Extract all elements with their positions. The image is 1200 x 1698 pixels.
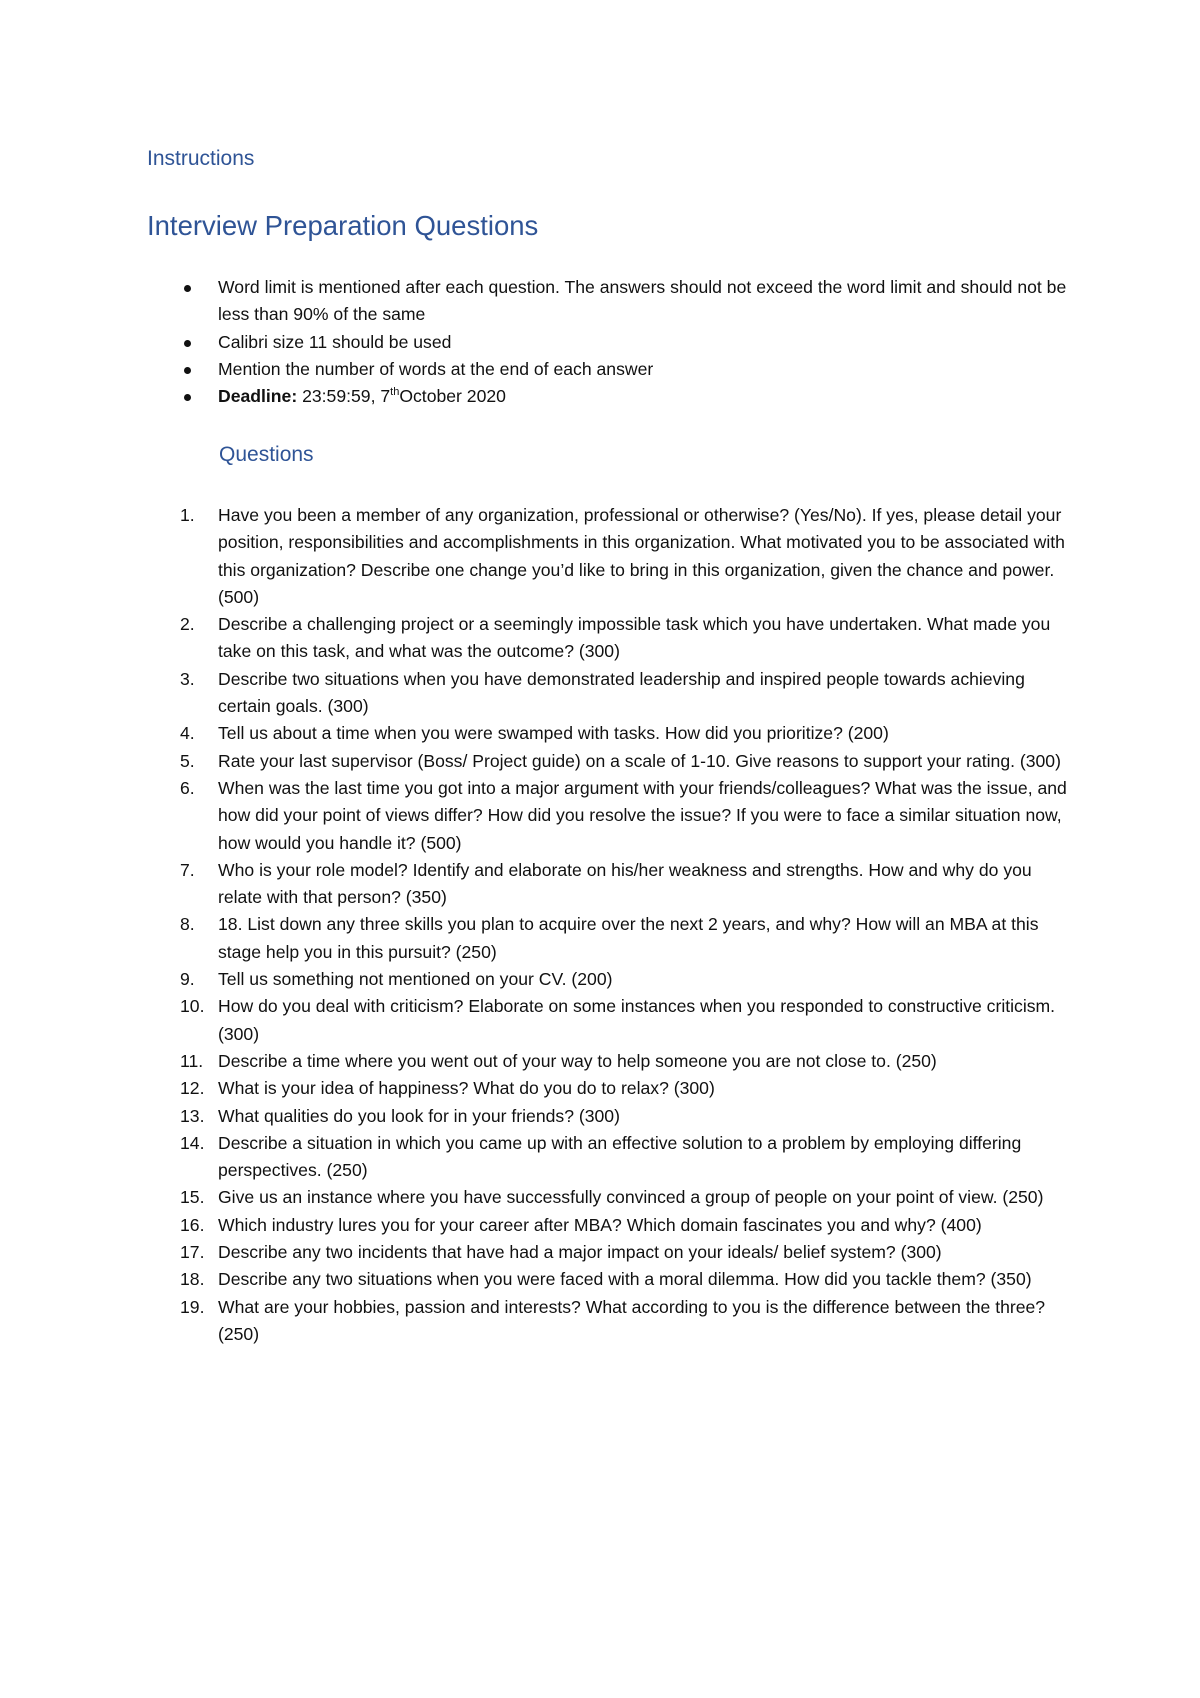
instruction-text: Calibri size 11 should be used — [218, 331, 452, 352]
deadline-superscript: th — [390, 386, 400, 399]
question-item — [147, 857, 1067, 912]
question-number: 18. — [180, 1269, 205, 1290]
question-item — [147, 911, 1067, 966]
questions-list — [147, 502, 1067, 1348]
question-text: 18. List down any three skills you plan to acquire over the next 2 years, and why? How will an MBA at this stage help you in this pursuit? (250) — [218, 914, 1039, 962]
question-text: Have you been a member of any organization, professional or otherwise? (Yes/No). If yes, please detail your position, responsibilities and accomplishments in this organization. What motivated you to be associated with this organization? Describe one change you’d like to bring in this organization, given the chance and power. (500) — [218, 505, 1065, 607]
question-number: 2. — [180, 614, 195, 635]
document-title: Interview Preparation Questions — [147, 210, 539, 241]
question-item — [147, 775, 1067, 857]
question-number: 7. — [180, 859, 195, 880]
questions-heading: Questions — [219, 443, 314, 466]
bullet-icon — [184, 367, 191, 374]
instruction-text: Word limit is mentioned after each question. The answers should not exceed the word limit and should not be less than 90% of the same — [218, 277, 1067, 325]
question-item — [147, 1130, 1067, 1185]
instruction-item — [147, 274, 1067, 329]
deadline-value-prefix: 23:59:59, 7 — [297, 386, 391, 407]
question-text: Who is your role model? Identify and elaborate on his/her weakness and strengths. How and why do you relate with that person? (350) — [218, 859, 1032, 908]
bullet-icon — [184, 285, 191, 292]
question-item — [147, 966, 1067, 993]
question-number: 8. — [180, 914, 195, 935]
question-number: 3. — [180, 668, 195, 689]
deadline-value-suffix: October 2020 — [399, 386, 506, 407]
instructions-label: Instructions — [147, 147, 255, 170]
bullet-icon — [184, 394, 191, 401]
question-text: Which industry lures you for your career after MBA? Which domain fascinates you and why? (400) — [218, 1214, 982, 1235]
question-text: Describe any two situations when you were faced with a moral dilemma. How did you tackle them? (350) — [218, 1269, 1032, 1290]
question-text: Give us an instance where you have successfully convinced a group of people on your point of view. (250) — [218, 1187, 1044, 1208]
question-text: Tell us about a time when you were swamped with tasks. How did you prioritize? (200) — [218, 723, 889, 744]
question-item — [147, 611, 1067, 666]
question-text: What is your idea of happiness? What do you do to relax? (300) — [218, 1078, 715, 1099]
question-item — [147, 1075, 1067, 1102]
instruction-item — [147, 356, 1067, 383]
question-text: Describe any two incidents that have had a major impact on your ideals/ belief system? (300) — [218, 1242, 942, 1263]
question-text: Describe a situation in which you came up with an effective solution to a problem by employing differing perspectives. (250) — [218, 1132, 1022, 1181]
question-number: 5. — [180, 750, 195, 771]
question-item — [147, 1239, 1067, 1266]
question-number: 14. — [180, 1132, 205, 1153]
question-item — [147, 1103, 1067, 1130]
question-item — [147, 1184, 1067, 1211]
question-number: 16. — [180, 1214, 205, 1235]
question-number: 12. — [180, 1078, 205, 1099]
question-item — [147, 666, 1067, 721]
question-number: 1. — [180, 505, 195, 525]
question-item — [147, 1266, 1067, 1293]
question-number: 4. — [180, 723, 195, 744]
question-text: Tell us something not mentioned on your CV. (200) — [218, 969, 613, 990]
instruction-text: Mention the number of words at the end of each answer — [218, 358, 654, 379]
deadline-item — [147, 383, 1067, 410]
instruction-item — [147, 329, 1067, 356]
question-text: Describe a challenging project or a seemingly impossible task which you have undertaken. What made you take on this task, and what was the outcome? (300) — [218, 614, 1051, 662]
question-number: 6. — [180, 777, 195, 798]
question-number: 17. — [180, 1242, 205, 1263]
question-item — [147, 502, 1067, 611]
question-number: 11. — [180, 1050, 204, 1071]
question-text: When was the last time you got into a major argument with your friends/colleagues? What was the issue, and how did your point of views differ? How did you resolve the issue? If you were to face a similar situation now, how would you handle it? (500) — [218, 777, 1067, 853]
question-item — [147, 1212, 1067, 1239]
question-number: 10. — [180, 996, 205, 1017]
question-text: Describe two situations when you have demonstrated leadership and inspired people towards achieving certain goals. (300) — [218, 668, 1025, 717]
deadline-label: Deadline: — [218, 386, 298, 407]
bullet-icon — [184, 340, 191, 347]
question-number: 13. — [180, 1105, 205, 1126]
question-text: Rate your last supervisor (Boss/ Project guide) on a scale of 1-10. Give reasons to support your rating. (300) — [218, 750, 1061, 771]
instructions-list — [147, 274, 1067, 410]
question-item — [147, 993, 1067, 1048]
question-text: What qualities do you look for in your friends? (300) — [218, 1105, 620, 1126]
question-number: 15. — [180, 1187, 205, 1208]
question-text: How do you deal with criticism? Elaborate on some instances when you responded to constructive criticism. (300) — [218, 996, 1056, 1044]
question-text: What are your hobbies, passion and interests? What according to you is the difference between the three? (250) — [218, 1296, 1046, 1344]
question-item — [147, 720, 1067, 747]
question-item — [147, 1294, 1067, 1349]
question-text: Describe a time where you went out of your way to help someone you are not close to. (250) — [218, 1050, 937, 1071]
question-number: 19. — [180, 1296, 205, 1317]
question-item — [147, 1048, 1067, 1075]
question-item — [147, 748, 1067, 775]
question-number: 9. — [180, 969, 195, 990]
